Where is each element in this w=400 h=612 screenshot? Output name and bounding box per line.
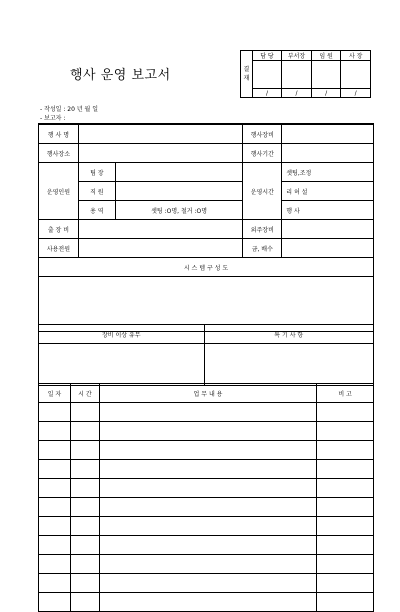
log-cell[interactable]	[317, 574, 374, 593]
log-cell[interactable]	[317, 536, 374, 555]
approval-sign-cell[interactable]	[252, 61, 282, 89]
log-cell[interactable]	[39, 403, 71, 422]
log-cell[interactable]	[317, 460, 374, 479]
log-cell[interactable]	[70, 574, 99, 593]
log-cell[interactable]	[39, 422, 71, 441]
hire-note[interactable]: 셋팅 :O명, 철거 :O명	[115, 201, 243, 220]
equip-issue-header: 장비 이상 유무	[39, 325, 205, 344]
log-cell[interactable]	[317, 403, 374, 422]
amount-label: 금, 배수	[243, 239, 282, 258]
report-form	[38, 123, 374, 332]
approval-date-cell[interactable]: /	[341, 89, 371, 98]
personnel-field[interactable]	[78, 239, 242, 258]
remarks-area[interactable]	[204, 344, 374, 386]
log-cell[interactable]	[39, 574, 71, 593]
log-cell[interactable]	[70, 498, 99, 517]
team-lead-label: 팀 장	[78, 163, 115, 182]
event-time-label: 행 사	[282, 201, 374, 220]
log-cell[interactable]	[39, 517, 71, 536]
col-note-header: 비 고	[317, 384, 374, 403]
log-cell[interactable]	[39, 555, 71, 574]
log-cell[interactable]	[317, 498, 374, 517]
approval-role: 담 당	[252, 51, 282, 61]
amount-field[interactable]	[282, 239, 374, 258]
log-cell[interactable]	[39, 441, 71, 460]
log-cell[interactable]	[99, 517, 316, 536]
approval-role: 임 원	[311, 51, 341, 61]
log-cell[interactable]	[39, 498, 71, 517]
remarks-header: 특 기 사 항	[204, 325, 374, 344]
log-cell[interactable]	[70, 593, 99, 612]
outside-equipment-field[interactable]	[282, 220, 374, 239]
log-cell[interactable]	[39, 479, 71, 498]
log-cell[interactable]	[317, 555, 374, 574]
col-work-header: 업 무 내 용	[99, 384, 316, 403]
log-cell[interactable]	[317, 422, 374, 441]
rehearsal-label: 리 허 설	[282, 182, 374, 201]
event-equipment-field[interactable]	[282, 124, 374, 144]
outside-equipment-label: 외주장비	[243, 220, 282, 239]
system-diagram-header: 시 스 템 구 성 도	[39, 258, 374, 277]
approval-box	[240, 50, 371, 98]
log-cell[interactable]	[70, 460, 99, 479]
travel-cost-field[interactable]	[78, 220, 242, 239]
log-cell[interactable]	[99, 593, 316, 612]
approval-date-cell[interactable]: /	[311, 89, 341, 98]
venue-label: 행사장소	[39, 144, 79, 163]
log-cell[interactable]	[70, 441, 99, 460]
log-cell[interactable]	[99, 536, 316, 555]
approval-sign-cell[interactable]	[341, 61, 371, 89]
approval-sign-cell[interactable]	[282, 61, 312, 89]
approval-sign-cell[interactable]	[311, 61, 341, 89]
log-cell[interactable]	[99, 422, 316, 441]
log-cell[interactable]	[99, 498, 316, 517]
log-cell[interactable]	[99, 555, 316, 574]
log-cell[interactable]	[99, 479, 316, 498]
log-cell[interactable]	[99, 403, 316, 422]
log-cell[interactable]	[317, 441, 374, 460]
approval-label: 결재	[241, 51, 253, 98]
log-cell[interactable]	[70, 403, 99, 422]
op-time-label: 운영시간	[243, 163, 282, 220]
venue-field[interactable]	[78, 144, 242, 163]
issues-table	[38, 324, 374, 386]
event-name-field[interactable]	[78, 124, 242, 144]
log-cell[interactable]	[99, 441, 316, 460]
event-name-label: 행 사 명	[39, 124, 79, 144]
approval-role: 사 장	[341, 51, 371, 61]
log-cell[interactable]	[39, 593, 71, 612]
team-lead-field[interactable]	[115, 163, 243, 182]
col-date-header: 일 자	[39, 384, 71, 403]
log-cell[interactable]	[70, 422, 99, 441]
approval-date-cell[interactable]: /	[252, 89, 282, 98]
log-cell[interactable]	[317, 593, 374, 612]
reporter-line: - 보고자 :	[40, 115, 66, 122]
personnel-label: 사용전원	[39, 239, 79, 258]
date-line: - 작성일 : 20 년 월 일	[40, 106, 99, 113]
hire-label: 용 역	[78, 201, 115, 220]
member-field[interactable]	[115, 182, 243, 201]
log-cell[interactable]	[70, 555, 99, 574]
col-time-header: 시 간	[70, 384, 99, 403]
log-cell[interactable]	[317, 479, 374, 498]
work-log-table	[38, 383, 374, 612]
period-label: 행사기간	[243, 144, 282, 163]
approval-date-cell[interactable]: /	[282, 89, 312, 98]
log-cell[interactable]	[39, 460, 71, 479]
event-equipment-label: 행사장비	[243, 124, 282, 144]
log-cell[interactable]	[99, 574, 316, 593]
log-cell[interactable]	[99, 460, 316, 479]
staff-label: 운영인원	[39, 163, 79, 220]
approval-role: 부서장	[282, 51, 312, 61]
log-cell[interactable]	[39, 536, 71, 555]
log-cell[interactable]	[70, 536, 99, 555]
page-title: 행사 운영 보고서	[70, 68, 171, 83]
log-cell[interactable]	[70, 479, 99, 498]
travel-cost-label: 출 장 비	[39, 220, 79, 239]
setup-label: 셋팅,조정	[282, 163, 374, 182]
equip-issue-area[interactable]	[39, 344, 205, 386]
log-cell[interactable]	[317, 517, 374, 536]
member-label: 직 원	[78, 182, 115, 201]
log-cell[interactable]	[70, 517, 99, 536]
period-field[interactable]	[282, 144, 374, 163]
